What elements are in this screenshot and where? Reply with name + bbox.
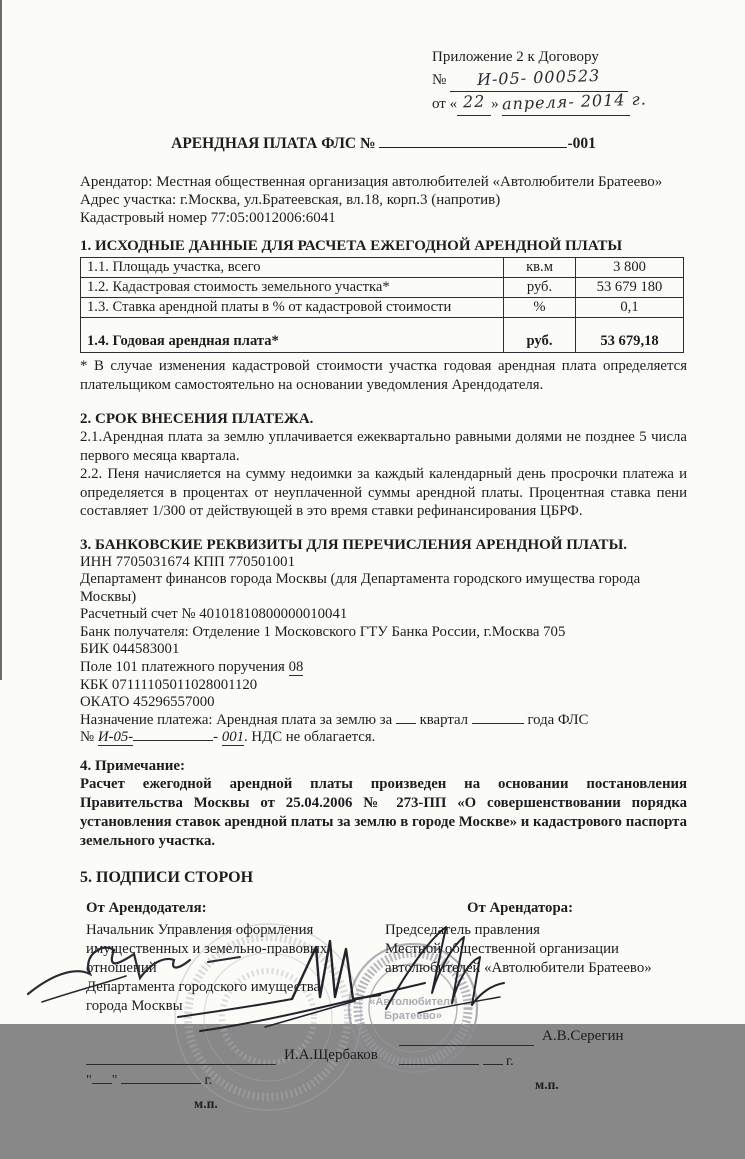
lessee-stamp-text-1: «Автолюбители (369, 996, 457, 1009)
number-label: № (432, 72, 447, 88)
day-blank (92, 1072, 112, 1084)
contract-date-line (432, 89, 677, 116)
section4-heading: 4. Примечание: (80, 758, 186, 775)
row-value: 0,1 (576, 298, 684, 318)
address-line: Адрес участка: г.Москва, ул.Братеевская, вл.18, корп.3 (напротив) (80, 192, 501, 208)
row-label: 1.3. Ставка арендной платы в % от кадастровой стоимости (81, 298, 504, 318)
row-label: 1.1. Площадь участка, всего (81, 258, 504, 278)
cadastre-line: Кадастровый номер 77:05:0012006:6041 (80, 210, 336, 226)
section2-heading: 2. СРОК ВНЕСЕНИЯ ПЛАТЕЖА. (80, 411, 314, 427)
row-value: 53 679,18 (576, 318, 684, 353)
flc-number-blank (379, 134, 567, 148)
row-unit: % (504, 298, 576, 318)
row-unit: руб. (504, 318, 576, 353)
row-unit: руб. (504, 278, 576, 298)
section1-heading: 1. ИСХОДНЫЕ ДАННЫЕ ДЛЯ РАСЧЕТА ЕЖЕГОДНОЙ АРЕНДНОЙ ПЛАТЫ (80, 238, 623, 254)
payment-purpose-line: Назначение платежа: Арендная плата за землю за квартал года ФЛС (80, 711, 589, 728)
lessor-position-line: города Москвы (86, 998, 183, 1015)
document-title-label: АРЕНДНАЯ ПЛАТА ФЛС № (171, 135, 376, 152)
stray-pen-scribble (22, 932, 252, 1017)
rent-calculation-table (80, 257, 684, 353)
flc-blank (133, 729, 213, 741)
lessor-position-line: имущественных и земельно-правовых отношений (86, 941, 328, 977)
section2-paragraph-2: 2.2. Пеня начисляется на сумму недоимки за каждый календарный день просрочки платежа и определяется в процентах от неуплаченной суммы арендной платы. Процентная ставка пени составляет 1/300 от действующей в это время ставки рефинансирования ЦБРФ. (80, 466, 687, 519)
date-day-handwritten: 22 (462, 91, 486, 112)
flc-suffix: 001 (221, 729, 245, 746)
lessee-stamp-text-2: Братеево» (384, 1010, 442, 1023)
account-line: Расчетный счет № 40101810800000010041 (80, 606, 348, 623)
lessee-date-row (399, 1052, 685, 1071)
date-blank (399, 1053, 479, 1065)
lessee-name: А.В.Серегин (542, 1028, 624, 1045)
field101-value: 08 (288, 659, 304, 676)
section5-heading: 5. ПОДПИСИ СТОРОН (80, 869, 254, 887)
row-label: 1.4. Годовая арендная плата* (81, 318, 504, 353)
table-row (81, 278, 684, 298)
flc-number-line: № И-05- - 001. НДС не облагается. (80, 729, 376, 746)
section3-heading: 3. БАНКОВСКИЕ РЕКВИЗИТЫ ДЛЯ ПЕРЕЧИСЛЕНИЯ АРЕНДНОЙ ПЛАТЫ. (80, 536, 628, 553)
okato-line: ОКАТО 45296557000 (80, 694, 215, 711)
lessor-date-row: " " г. (86, 1073, 213, 1089)
date-month-year-handwritten: апреля- 2014 г. (502, 89, 648, 114)
document-title-suffix: -001 (567, 135, 596, 152)
inn-kpp-line: ИНН 7705031674 КПП 770501001 (80, 553, 295, 570)
year-blank (472, 712, 524, 724)
bank-line: Банк получателя: Отделение 1 Московского ГТУ Банка России, г.Москва 705 (80, 623, 566, 640)
date-day-blank (457, 92, 491, 116)
lessor-position-line: Департамента городского имущества (86, 979, 321, 996)
quarter-blank (396, 712, 416, 724)
row-label: 1.2. Кадастровая стоимость земельного участка* (81, 278, 504, 298)
section2-paragraph-1: 2.1.Арендная плата за землю уплачивается ежеквартально равными долями не позднее 5 числа первого месяца квартала. (80, 429, 687, 464)
lessee-seal-placeholder: м.п. (535, 1077, 559, 1093)
tenant-line: Арендатор: Местная общественная организация автолюбителей «Автолюбители Братеево» (80, 174, 663, 190)
month-blank (121, 1072, 201, 1084)
table-row (81, 298, 684, 318)
lessor-signature-row (86, 1046, 386, 1065)
lessee-position-line: Председатель правления (385, 922, 540, 939)
flc-code: И-05- (97, 729, 134, 746)
year-suffix: г. (506, 1054, 514, 1070)
date-month-blank (502, 89, 648, 116)
annex-title: Приложение 2 к Договору (432, 49, 599, 65)
table-footnote: * В случае изменения кадастровой стоимости участка годовая арендная плата определяется плательщиком самостоятельно на основании уведомления Арендодателя. (80, 358, 687, 393)
lessor-position-line: Начальник Управления оформления (86, 922, 314, 939)
annex-header (432, 46, 677, 116)
lessor-name: И.А.Щербаков (284, 1047, 378, 1064)
date-blank (483, 1053, 503, 1065)
row-value: 53 679 180 (576, 278, 684, 298)
field101-label: Поле 101 платежного поручения (80, 659, 285, 676)
lessee-position-line: автолюбителей «Автолюбители Братеево» (385, 960, 652, 977)
section4-body: Расчет ежегодной арендной платы произведен на основании постановления Правительства Москвы от 25.04.2006 № 273-ПП «О совершенствовании порядка установления ставок арендной платы за землю в городе Москве» и кадастрового паспорта земельного участка. (80, 776, 687, 850)
row-unit: кв.м (504, 258, 576, 278)
scan-edge-artifact (0, 0, 2, 680)
lessee-position-line: Местной общественной организации (385, 941, 619, 958)
kbk-line: КБК 07111105011028001120 (80, 676, 258, 693)
row-value: 3 800 (576, 258, 684, 278)
document-title (80, 134, 687, 153)
year-suffix: г. (204, 1073, 213, 1089)
finance-dept-line: Департамент финансов города Москвы (для Департамента городского имущества города Москвы) (80, 571, 641, 605)
date-prefix: от « (432, 96, 458, 112)
table-row-total (81, 318, 684, 353)
contract-number-blank (450, 65, 628, 92)
contract-number-handwritten: И-05- 000523 (477, 65, 601, 90)
table-row (81, 258, 684, 278)
lessor-signature-line (86, 1052, 276, 1065)
intro-block (80, 173, 687, 227)
bik-line: БИК 044583001 (80, 641, 180, 658)
field101-line (80, 659, 687, 677)
lessee-pen-signature (358, 921, 538, 1026)
date-mid: » (491, 96, 499, 112)
lessee-role-title: От Арендатора: (466, 900, 573, 917)
lessor-seal-placeholder: м.п. (194, 1096, 218, 1112)
lessor-role-title: От Арендодателя: (86, 900, 207, 917)
